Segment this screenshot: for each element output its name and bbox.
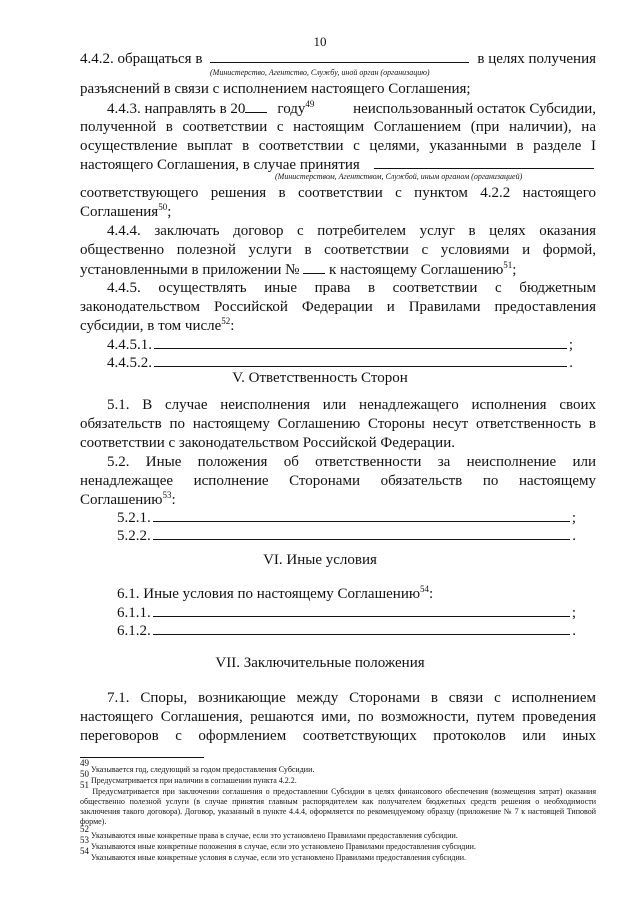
text-fragment: установленными в приложении № [80, 262, 300, 278]
clause-7-1-line1: 7.1. Споры, возникающие между Сторонами в связи с исполнением [107, 690, 596, 706]
clause-4-4-2 [80, 50, 596, 69]
item-number: 4.4.5.1. [107, 337, 152, 353]
text-fragment: : [171, 492, 176, 508]
clause-4-4-2-right: в целях получения [477, 51, 596, 67]
item-number: 5.2.2. [117, 528, 151, 544]
text-fragment: ; [571, 605, 576, 621]
item-number: 4.4.5.2. [107, 355, 152, 371]
text-fragment: неиспользованный остаток Субсидии, [353, 101, 596, 117]
text-fragment: Соглашению [80, 492, 163, 508]
footnote-text: Указываются иные конкретные права в случае, если это установлено Правилами предоставления субсидии. [91, 831, 458, 840]
text-fragment: настоящего Соглашения, в случае принятия [80, 157, 360, 173]
blank-field [154, 354, 567, 367]
clause-4-4-5-line1: 4.4.5. осуществлять иные права в соответствии с бюджетным [107, 280, 596, 296]
text-fragment: субсидии, в том числе [80, 318, 222, 334]
section-6-title: VI. Иные условия [263, 552, 377, 568]
footnote-num: 53 [80, 835, 89, 845]
footnote-num: 50 [80, 769, 89, 779]
clause-4-4-5-1 [107, 336, 573, 355]
blank-field [153, 509, 570, 522]
clause-5-2-1 [117, 509, 576, 528]
blank-field [210, 50, 469, 63]
footnote-text: Указываются иные конкретные положения в случае, если это установлено Правилами предоставления субсидии. [91, 842, 476, 851]
text-fragment: ; [512, 262, 517, 278]
blank-field [153, 604, 570, 617]
item-number: 6.1.1. [117, 605, 151, 621]
clause-5-2-line1: 5.2. Иные положения об ответственности за неисполнение или [107, 454, 596, 470]
clause-5-1-line2: обязательств по настоящему Соглашению Стороны несут ответственность в [80, 416, 596, 432]
footnote-text: Указывается год, следующий за годом предоставления Субсидии. [91, 765, 315, 774]
item-number: 5.2.1. [117, 510, 151, 526]
section-7-title: VII. Заключительные положения [215, 655, 425, 671]
text-fragment [277, 100, 314, 119]
page-number: 10 [313, 34, 327, 49]
clause-6-1 [117, 585, 576, 604]
item-number: 6.1.2. [117, 623, 151, 639]
text-fragment: году [277, 101, 306, 117]
blank-field [245, 99, 267, 113]
footnote-ref: 50 [158, 202, 168, 212]
clause-6-1-2 [117, 622, 576, 641]
section-5-title: V. Ответственность Сторон [232, 370, 408, 386]
footnote-text: Предусматривается при заключении соглашения о предоставлении Субсидии в целях финансового обеспечения (возмещения затрат) оказания общественно полезной услуги (в случае принятия главным распорядителем как получателем бюджетных средств решения о необходимости заключения такого договора). Договор, указанный в пункте 4.4.4, оформляется по рекомендуемому образцу (приложение № 7 к настоящей Типовой форме). [80, 787, 597, 826]
clause-5-1-line3: соответствии с законодательством Российской Федерации. [80, 435, 455, 451]
clause-4-4-4-line1: 4.4.4. заключать договор с потребителем услуг в целях оказания [107, 223, 596, 239]
footnote-ref: 53 [162, 490, 172, 500]
clause-4-4-2-line2: разъяснений в связи с исполнением настоящего Соглашения; [80, 81, 471, 97]
field-hint: (Министерством, Агентством, Службой, иным органом (организацией) [275, 172, 523, 181]
clause-4-4-4-line3 [80, 260, 596, 280]
footnote-ref: 54 [420, 584, 430, 594]
clause-4-4-2-left: 4.4.2. обращаться в [80, 51, 203, 67]
clause-5-2-2 [117, 527, 576, 546]
text-fragment: к настоящему Соглашению [328, 262, 504, 278]
clause-4-4-3-line1 [107, 99, 596, 119]
text-fragment: Соглашения [80, 204, 159, 220]
text-fragment: : [429, 586, 434, 602]
text-fragment: ; [568, 337, 573, 353]
clause-5-2-line3 [80, 491, 596, 510]
blank-field [153, 527, 571, 540]
footnote-num: 51 [80, 780, 89, 790]
field-hint: (Министерство, Агентство, Службу, иной орган (организацию) [210, 68, 430, 77]
clause-7-1-line3: переговоров с оформлением соответствующих протоколов или иных [80, 728, 596, 744]
text-fragment: ; [571, 510, 576, 526]
clause-4-4-3-line6 [80, 203, 596, 222]
clause-4-4-5-line3 [80, 317, 596, 336]
clause-4-4-3-line3: осуществление выплат в соответствии с целями, указанными в разделе I [80, 138, 596, 154]
footnote-divider [80, 757, 204, 758]
footnote-num: 49 [80, 758, 89, 768]
footnote-text: Предусматривается при наличии в соглашении пункта 4.2.2. [91, 776, 297, 785]
clause-4-4-3-line5: соответствующего решения в соответствии с пунктом 4.2.2 настоящего [80, 185, 596, 201]
footnote-text: Указываются иные конкретные условия в случае, если это установлено Правилами предоставления субсидии. [91, 853, 467, 862]
text-fragment: . [572, 528, 576, 544]
text-fragment: 6.1. Иные условия по настоящему Соглашению [117, 586, 421, 602]
footnote-num: 54 [80, 846, 89, 856]
text-fragment: 4.4.3. направлять в 20 [107, 101, 246, 117]
text-fragment: . [569, 355, 573, 371]
footnote-ref: 51 [503, 260, 513, 270]
clause-6-1-1 [117, 604, 576, 623]
text-fragment: : [230, 318, 235, 334]
clause-4-4-4-line2: общественно полезной услуги в соответствии с условиями и формой, [80, 242, 596, 258]
footnote-ref: 49 [305, 99, 315, 109]
blank-field [154, 336, 567, 349]
text-fragment: . [572, 623, 576, 639]
clause-5-2-line2: ненадлежащее исполнение Сторонами обязательств по настоящему [80, 473, 596, 489]
footnote-ref: 52 [221, 316, 231, 326]
clause-4-4-5-line2: законодательством Российской Федерации и Правилами предоставления [80, 299, 596, 315]
clause-5-1-line1: 5.1. В случае неисполнения или ненадлежащего исполнения своих [107, 397, 596, 413]
blank-field [374, 156, 594, 169]
clause-7-1-line2: настоящего Соглашения, решаются ими, по возможности, путем проведения [80, 709, 596, 725]
text-fragment: ; [167, 204, 172, 220]
blank-field [303, 260, 325, 274]
footnote-num: 52 [80, 824, 89, 834]
blank-field [153, 622, 571, 635]
clause-4-4-3-line2: полученной в соответствии с настоящим Соглашением (при наличии), на [80, 119, 596, 135]
